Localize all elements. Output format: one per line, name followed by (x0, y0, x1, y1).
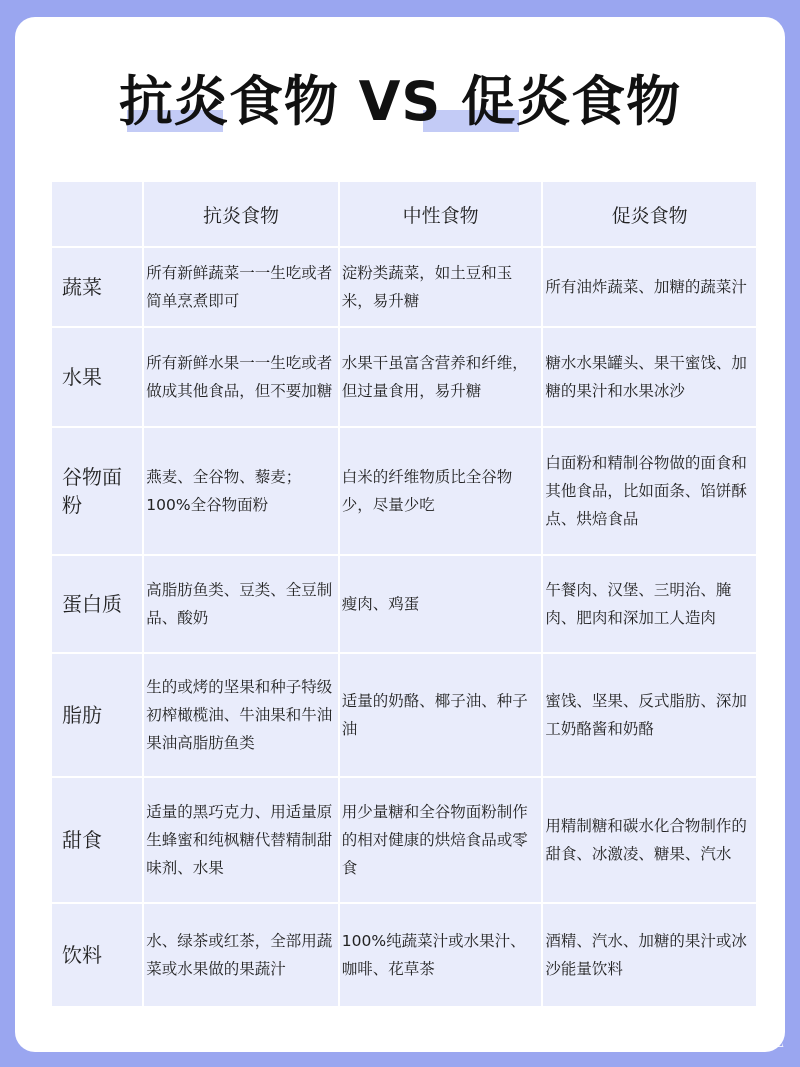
cell-pro: 用精制糖和碳水化合物制作的甜食、冰激凌、糖果、汽水 (543, 778, 756, 902)
cell-neutral: 适量的奶酪、椰子油、种子油 (340, 654, 542, 776)
cell-anti: 水、绿茶或红茶，全部用蔬菜或水果做的果蔬汁 (144, 904, 338, 1006)
cell-anti: 所有新鲜水果一一生吃或者做成其他食品，但不要加糖 (144, 328, 338, 426)
table-row (52, 328, 756, 426)
header-neutral: 中性食物 (340, 182, 542, 246)
cell-anti: 生的或烤的坚果和种子特级初榨橄榄油、牛油果和牛油果油高脂肪鱼类 (144, 654, 338, 776)
row-category: 脂肪 (52, 654, 142, 776)
table-row (52, 778, 756, 902)
cell-anti: 适量的黑巧克力、用适量原生蜂蜜和纯枫糖代替精制甜味剂、水果 (144, 778, 338, 902)
cell-pro: 蜜饯、坚果、反式脂肪、深加工奶酪酱和奶酪 (543, 654, 756, 776)
row-category: 水果 (52, 328, 142, 426)
row-category: 谷物面粉 (52, 428, 142, 554)
food-table (50, 180, 758, 1008)
header-row (52, 182, 756, 246)
cell-neutral: 用少量糖和全谷物面粉制作的相对健康的烘焙食品或零食 (340, 778, 542, 902)
cell-pro: 酒精、汽水、加糖的果汁或冰沙能量饮料 (543, 904, 756, 1006)
watermark: @大蒙生活日记 (671, 1031, 784, 1050)
header-empty (52, 182, 142, 246)
cell-neutral: 水果干虽富含营养和纤维，但过量食用，易升糖 (340, 328, 542, 426)
cell-anti: 高脂肪鱼类、豆类、全豆制品、酸奶 (144, 556, 338, 652)
title-anti: 抗炎食物 (118, 70, 339, 133)
row-category: 蛋白质 (52, 556, 142, 652)
cell-pro: 糖水水果罐头、果干蜜饯、加糖的果汁和水果冰沙 (543, 328, 756, 426)
row-category: 饮料 (52, 904, 142, 1006)
table-row (52, 556, 756, 652)
title-wrap (0, 70, 800, 134)
title-pro: 促炎食物 (461, 70, 682, 133)
header-pro: 促炎食物 (543, 182, 756, 246)
cell-anti: 所有新鲜蔬菜一一生吃或者简单烹煮即可 (144, 248, 338, 326)
cell-pro: 白面粉和精制谷物做的面食和其他食品，比如面条、馅饼酥点、烘焙食品 (543, 428, 756, 554)
cell-neutral: 白米的纤维物质比全谷物少，尽量少吃 (340, 428, 542, 554)
title-vs: VS (338, 70, 462, 133)
cell-neutral: 瘦肉、鸡蛋 (340, 556, 542, 652)
header-anti: 抗炎食物 (144, 182, 338, 246)
cell-pro: 所有油炸蔬菜、加糖的蔬菜汁 (543, 248, 756, 326)
table-row (52, 428, 756, 554)
page-title (119, 70, 681, 134)
row-category: 蔬菜 (52, 248, 142, 326)
row-category: 甜食 (52, 778, 142, 902)
table-row (52, 904, 756, 1006)
cell-pro: 午餐肉、汉堡、三明治、腌肉、肥肉和深加工人造肉 (543, 556, 756, 652)
cell-anti: 燕麦、全谷物、藜麦；100%全谷物面粉 (144, 428, 338, 554)
table-row (52, 248, 756, 326)
table-row (52, 654, 756, 776)
cell-neutral: 100%纯蔬菜汁或水果汁、咖啡、花草茶 (340, 904, 542, 1006)
cell-neutral: 淀粉类蔬菜，如土豆和玉米，易升糖 (340, 248, 542, 326)
